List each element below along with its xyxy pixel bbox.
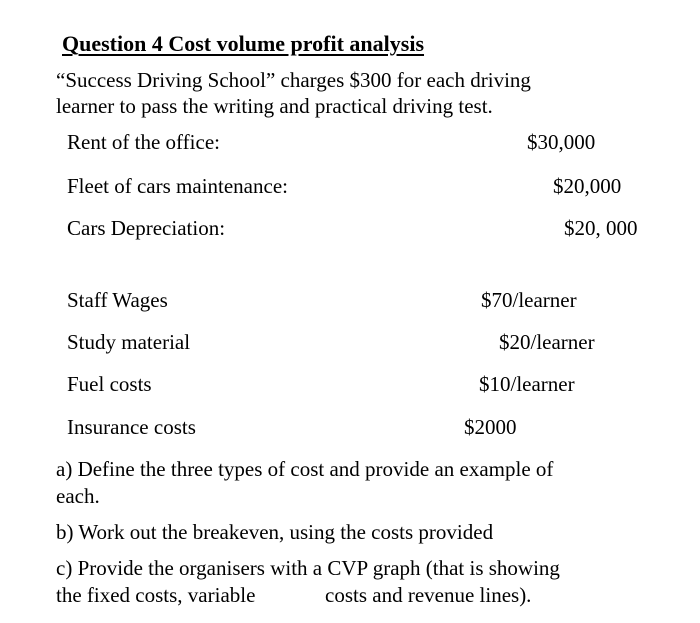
fleet-maintenance-label: Fleet of cars maintenance: — [67, 174, 288, 198]
depreciation-label: Cars Depreciation: — [67, 216, 226, 240]
fuel-costs-value: $10/learner — [479, 372, 575, 396]
question-title: Question 4 Cost volume profit analysis — [62, 31, 425, 56]
question-c-line-1: c) Provide the organisers with a CVP graph (that is showing — [56, 556, 560, 580]
study-material-value: $20/learner — [499, 330, 595, 354]
question-c-line-2a: the fixed costs, variable — [56, 583, 256, 607]
question-c-line-2b: costs and revenue lines). — [325, 583, 532, 607]
staff-wages-label: Staff Wages — [67, 288, 168, 312]
insurance-costs-value: $2000 — [464, 415, 517, 439]
fuel-costs-label: Fuel costs — [67, 372, 152, 396]
intro-line-2: learner to pass the writing and practical driving test. — [56, 94, 493, 118]
question-a-line-2: each. — [56, 484, 100, 508]
rent-label: Rent of the office: — [67, 130, 220, 154]
rent-value: $30,000 — [527, 130, 596, 154]
intro-line-1: “Success Driving School” charges $300 for each driving — [56, 68, 531, 92]
question-a-line-1: a) Define the three types of cost and provide an example of — [56, 457, 554, 481]
staff-wages-value: $70/learner — [481, 288, 577, 312]
question-b: b) Work out the breakeven, using the costs provided — [56, 520, 494, 544]
insurance-costs-label: Insurance costs — [67, 415, 196, 439]
fleet-maintenance-value: $20,000 — [553, 174, 622, 198]
depreciation-value: $20, 000 — [564, 216, 638, 240]
study-material-label: Study material — [67, 330, 191, 354]
